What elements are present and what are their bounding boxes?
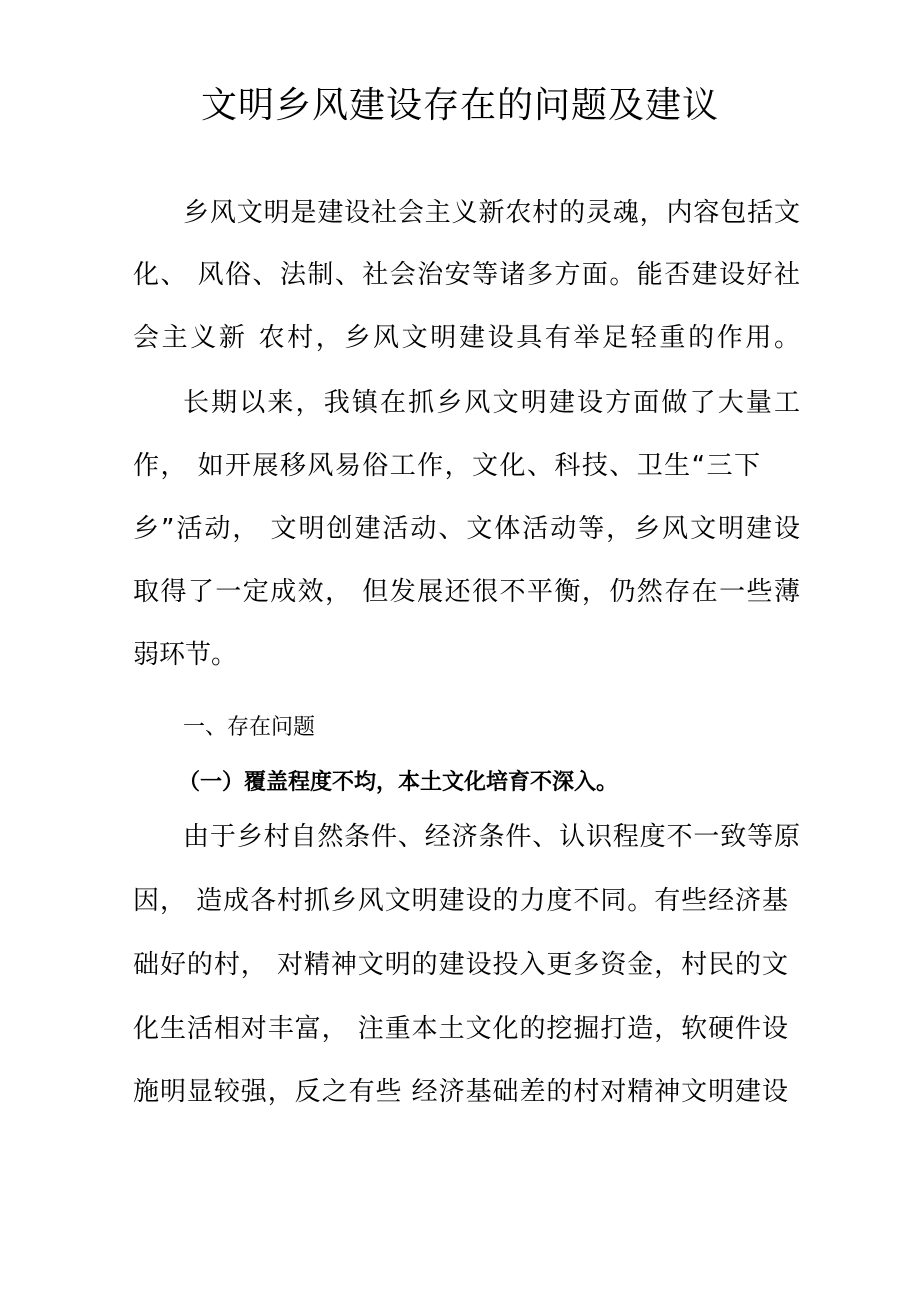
text-line: 化、 风俗、法制、社会治安等诸多方面。能否建设好社: [133, 260, 800, 290]
text-line: 施明显较强，反之有些 经济基础差的村对精神文明建设: [133, 1077, 788, 1107]
text-line: 由于乡村自然条件、经济条件、认识程度不一致等原: [183, 822, 800, 852]
text-line: 础好的村， 对精神文明的建设投入更多资金，村民的文: [133, 950, 788, 980]
section-heading: 一、存在问题: [183, 715, 316, 740]
document-title: 文明乡风建设存在的问题及建议: [200, 85, 719, 126]
text-line: 乡”活动， 文明创建活动、文体活动等，乡风文明建设: [133, 514, 800, 544]
text-line: 作， 如开展移风易俗工作，文化、科技、卫生“三下: [133, 451, 760, 481]
text-line: 因， 造成各村抓乡风文明建设的力度不同。有些经济基: [133, 886, 788, 916]
text-line: 取得了一定成效， 但发展还很不平衡，仍然存在一些薄: [133, 577, 800, 607]
text-line: 长期以来，我镇在抓乡风文明建设方面做了大量工: [183, 388, 800, 418]
text-line: 化生活相对丰富， 注重本土文化的挖掘打造，软硬件设: [133, 1014, 788, 1044]
text-line: 乡风文明是建设社会主义新农村的灵魂，内容包括文: [183, 198, 800, 228]
text-line: 会主义新 农村，乡风文明建设具有举足轻重的作用。: [133, 323, 800, 353]
text-line: 弱环节。: [133, 640, 238, 670]
subsection-heading: （一）覆盖程度不均，本土文化培育不深入。: [178, 770, 619, 795]
